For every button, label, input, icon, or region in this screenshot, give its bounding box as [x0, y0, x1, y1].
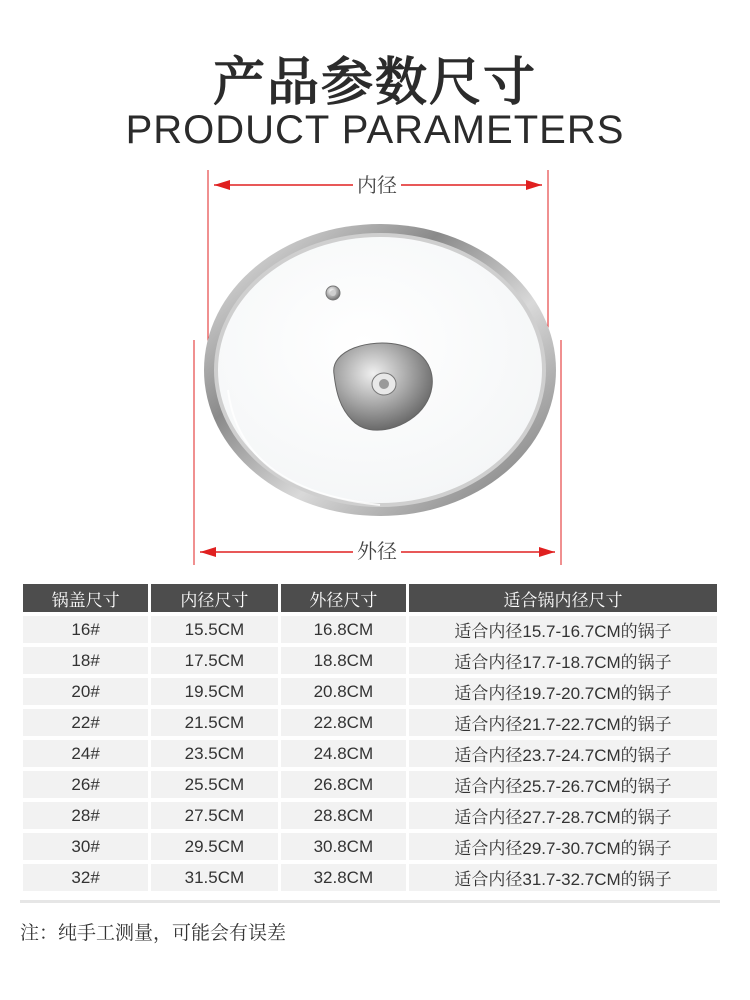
cell-lid-size: 16# — [23, 616, 148, 643]
outer-arrow-left-head — [200, 547, 216, 557]
cell-fit-range: 适合内径19.7-20.7CM的锅子 — [409, 678, 717, 705]
header-inner-diameter: 内径尺寸 — [151, 584, 277, 612]
page-title-en: PRODUCT PARAMETERS — [125, 108, 625, 152]
header-lid-size: 锅盖尺寸 — [23, 584, 148, 612]
table-row — [23, 740, 717, 767]
table-bottom-divider — [20, 900, 720, 903]
table-row — [23, 833, 717, 860]
cell-inner-diameter: 27.5CM — [151, 802, 277, 829]
cell-outer-diameter: 30.8CM — [281, 833, 406, 860]
cell-outer-diameter: 20.8CM — [281, 678, 406, 705]
cell-lid-size: 28# — [23, 802, 148, 829]
cell-outer-diameter: 18.8CM — [281, 647, 406, 674]
cell-fit-range: 适合内径27.7-28.7CM的锅子 — [409, 802, 717, 829]
cell-fit-range: 适合内径15.7-16.7CM的锅子 — [409, 616, 717, 643]
table-header-row — [23, 584, 717, 612]
cell-lid-size: 18# — [23, 647, 148, 674]
cell-fit-range: 适合内径29.7-30.7CM的锅子 — [409, 833, 717, 860]
cell-outer-diameter: 26.8CM — [281, 771, 406, 798]
cell-fit-range: 适合内径31.7-32.7CM的锅子 — [409, 864, 717, 891]
cell-lid-size: 20# — [23, 678, 148, 705]
cell-fit-range: 适合内径23.7-24.7CM的锅子 — [409, 740, 717, 767]
inner-arrow-left-head — [214, 180, 230, 190]
cell-outer-diameter: 32.8CM — [281, 864, 406, 891]
cell-lid-size: 26# — [23, 771, 148, 798]
cell-fit-range: 适合内径21.7-22.7CM的锅子 — [409, 709, 717, 736]
cell-inner-diameter: 25.5CM — [151, 771, 277, 798]
cell-inner-diameter: 19.5CM — [151, 678, 277, 705]
table-row — [23, 864, 717, 891]
cell-fit-range: 适合内径17.7-18.7CM的锅子 — [409, 647, 717, 674]
cell-lid-size: 22# — [23, 709, 148, 736]
cell-fit-range: 适合内径25.7-26.7CM的锅子 — [409, 771, 717, 798]
cell-outer-diameter: 22.8CM — [281, 709, 406, 736]
cell-outer-diameter: 24.8CM — [281, 740, 406, 767]
glass-lid-illustration — [0, 160, 750, 580]
outer-arrow-right-head — [539, 547, 555, 557]
cell-outer-diameter: 28.8CM — [281, 802, 406, 829]
outer-diameter-label: 外径 — [353, 538, 401, 564]
cell-lid-size: 30# — [23, 833, 148, 860]
cell-inner-diameter: 21.5CM — [151, 709, 277, 736]
table-row — [23, 771, 717, 798]
size-parameter-table — [20, 580, 720, 895]
table-row — [23, 709, 717, 736]
cell-lid-size: 32# — [23, 864, 148, 891]
cell-inner-diameter: 29.5CM — [151, 833, 277, 860]
cell-inner-diameter: 31.5CM — [151, 864, 277, 891]
table-row — [23, 616, 717, 643]
inner-diameter-label: 内径 — [353, 172, 401, 198]
inner-arrow-right-head — [526, 180, 542, 190]
cell-inner-diameter: 15.5CM — [151, 616, 277, 643]
cell-lid-size: 24# — [23, 740, 148, 767]
table-row — [23, 647, 717, 674]
measurement-note: 注：纯手工测量，可能会有误差 — [20, 922, 287, 944]
lid-dimension-diagram — [0, 160, 750, 580]
table-row — [23, 678, 717, 705]
cell-inner-diameter: 17.5CM — [151, 647, 277, 674]
header-fit-pot-diameter: 适合锅内径尺寸 — [409, 584, 717, 612]
cell-outer-diameter: 16.8CM — [281, 616, 406, 643]
cell-inner-diameter: 23.5CM — [151, 740, 277, 767]
table-row — [23, 802, 717, 829]
header-outer-diameter: 外径尺寸 — [281, 584, 406, 612]
page-title-cn: 产品参数尺寸 — [212, 53, 537, 113]
